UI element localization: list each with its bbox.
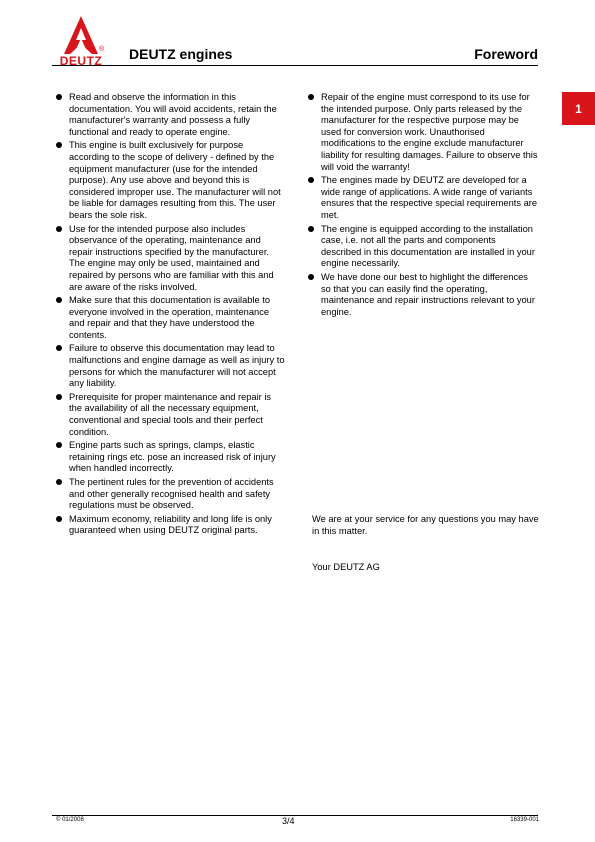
registered-mark: ® — [99, 46, 105, 53]
page-title: DEUTZ engines — [129, 46, 233, 62]
page-number: 3/4 — [282, 816, 295, 826]
signature: Your DEUTZ AG — [312, 562, 380, 572]
list-item-text: The pertinent rules for the prevention of accidents and other generally recognised health and safety regulations must be observed. — [69, 477, 274, 511]
list-item — [308, 175, 538, 221]
list-item-text: Prerequisite for proper maintenance and repair is the availability of all the necessary equipment, conventional and special tools and their perfect condition. — [69, 391, 272, 437]
list-item — [56, 440, 286, 475]
deutz-logo — [52, 14, 110, 68]
bullet-icon — [308, 177, 314, 183]
list-item — [56, 92, 286, 138]
bullet-icon — [56, 94, 62, 100]
header-divider — [52, 65, 538, 66]
bullet-icon — [56, 394, 62, 400]
list-item-text: The engines made by DEUTZ are developed for a wide range of applications. A wide range of variants ensures that the respective special requirements are met. — [321, 175, 538, 220]
list-item — [56, 392, 286, 438]
list-item — [56, 477, 286, 512]
bullet-icon — [56, 479, 62, 485]
list-item — [308, 272, 538, 318]
bullet-icon — [56, 442, 62, 448]
list-item-text: We have done our best to highlight the differences so that you can easily find the operating, maintenance and repair instructions relevant to your engine. — [321, 271, 535, 317]
bullet-icon — [308, 94, 314, 100]
list-item-text: This engine is built exclusively for purpose according to the scope of delivery - defined by the equipment manufacturer (use for the intended purpose). Any use above and beyond this is considered improper use. The manufacturer will not be liable for damages resulting from this. The user bears the sole risk. — [69, 140, 281, 220]
list-item — [56, 514, 286, 537]
document-code: 16339-001 — [510, 817, 539, 823]
right-column — [308, 92, 538, 320]
service-note: We are at your service for any questions you may have in this matter. — [312, 514, 539, 536]
bullet-icon — [56, 226, 62, 232]
list-item-text: Use for the intended purpose also includes observance of the operating, maintenance and repair instructions specified by the manufacturer. The engine may only be used, maintained and repaired by persons who are familiar with this and are aware of the risks involved. — [69, 223, 274, 292]
bullet-icon — [308, 226, 314, 232]
deutz-logo-text: DEUTZ — [59, 54, 103, 68]
footer-date: © 01/2008 — [56, 817, 84, 823]
list-item — [308, 224, 538, 270]
bullet-icon — [56, 297, 62, 303]
list-item-text: Maximum economy, reliability and long life is only guaranteed when using DEUTZ original parts. — [69, 513, 272, 536]
left-bullet-list — [56, 92, 286, 537]
list-item-text: Failure to observe this documentation may lead to malfunctions and engine damage as well as injury to persons for which the manufacturer will not accept any liability. — [69, 343, 285, 389]
right-bullet-list — [308, 92, 538, 318]
bullet-icon — [56, 142, 62, 148]
list-item — [308, 92, 538, 173]
list-item-text: Repair of the engine must correspond to its use for the intended purpose. Only parts released by the manufacturer for the respective purpose may be used for conversion work. Unauthorised modifications to the engine exclude manufacturer liability for resulting damages. Failure to observe this will void the warranty! — [321, 92, 538, 172]
footer-divider — [52, 815, 538, 816]
bullet-icon — [56, 345, 62, 351]
list-item-text: The engine is equipped according to the installation case, i.e. not all the parts and components described in this documentation are installed in your engine necessarily. — [321, 223, 535, 269]
list-item-text: Engine parts such as springs, clamps, elastic retaining rings etc. pose an increased risk of injury when handled incorrectly. — [69, 440, 276, 474]
list-item — [56, 140, 286, 221]
bullet-icon — [56, 516, 62, 522]
list-item — [56, 224, 286, 294]
bullet-icon — [308, 274, 314, 280]
list-item — [56, 343, 286, 389]
section-title: Foreword — [474, 46, 538, 62]
left-column — [56, 92, 286, 539]
list-item — [56, 295, 286, 341]
chapter-tab: 1 — [562, 92, 595, 125]
list-item-text: Make sure that this documentation is available to everyone involved in the operation, maintenance and repair and that they have understood the contents. — [69, 295, 271, 340]
list-item-text: Read and observe the information in this documentation. You will avoid accidents, retain the manufacturer's warranty and possess a fully functional and ready to operate engine. — [69, 92, 277, 137]
